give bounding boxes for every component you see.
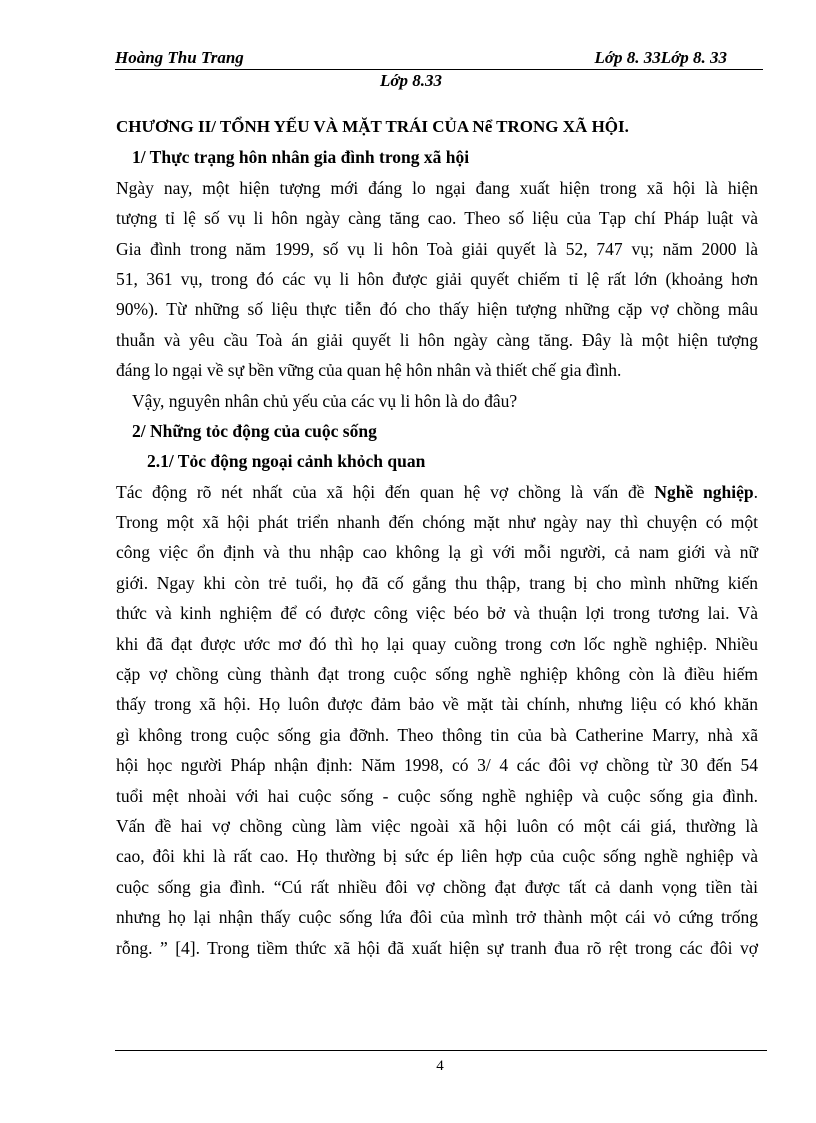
paragraph-line: Vấn đề hai vợ chồng cùng làm việc ngoài xã hội luôn có một cái giá, thường là bbox=[116, 815, 758, 836]
document-body bbox=[116, 112, 758, 963]
paragraph-line: tượng tỉ lệ số vụ li hôn ngày càng tăng cao. Theo số liệu của Tạp chí Pháp luật và bbox=[116, 208, 758, 229]
paragraph-2 bbox=[116, 477, 758, 963]
paragraph-text: Tác động rõ nét nhất của xã hội đến quan hệ vợ chồng là vấn đề bbox=[116, 481, 645, 502]
paragraph-line: thấy trong xã hội. Họ luôn được đảm bảo về mặt tài chính, nhưng liệu có khó khăn bbox=[116, 694, 758, 715]
paragraph-line: giới. Ngay khi còn trẻ tuổi, họ đã cố gắng thu thập, trang bị cho mình những kiến bbox=[116, 572, 758, 593]
header-divider bbox=[115, 69, 763, 70]
paragraph-line: cao, đôi khi là rất cao. Họ thường bị sức ép liên hợp của cuộc sống nghề nghiệp và bbox=[116, 846, 758, 867]
header-class-label: Lớp 8. 33Lớp 8. 33 bbox=[594, 48, 727, 67]
page-number: 4 bbox=[436, 1058, 444, 1074]
header-class-sub: Lớp 8.33 bbox=[380, 71, 443, 90]
paragraph-line: khi đã đạt được ước mơ đó thì họ lại quay cuồng trong cơn lốc nghề nghiệp. Nhiều bbox=[116, 633, 758, 654]
paragraph-line: 90%). Từ những số liệu thực tiễn đó cho thấy hiện tượng những cặp vợ chồng mâu bbox=[116, 299, 758, 320]
section-2-title: 2/ Những tỏc động của cuộc sống bbox=[132, 420, 377, 441]
paragraph-1 bbox=[116, 173, 758, 386]
section-1-title: 1/ Thực trạng hôn nhân gia đình trong xã hội bbox=[132, 147, 470, 168]
header-author: Hoàng Thu Trang bbox=[115, 48, 244, 67]
paragraph-line: Ngày nay, một hiện tượng mới đáng lo ngại đang xuất hiện trong xã hội là hiện bbox=[116, 177, 758, 198]
section-2-1-title: 2.1/ Tỏc động ngoại cảnh khỏch quan bbox=[147, 451, 426, 472]
question-line: Vậy, nguyên nhân chủ yếu của các vụ li hôn là do đâu? bbox=[132, 390, 518, 411]
emphasis-text: Nghề nghiệp bbox=[654, 481, 754, 502]
paragraph-line: tuổi mệt nhoài với hai cuộc sống - cuộc sống nghề nghiệp và cuộc sống gia đình. bbox=[116, 785, 758, 806]
paragraph-line: 51, 361 vụ, trong đó các vụ li hôn được giải quyết chiếm tỉ lệ rất lớn (khoảng hơn bbox=[116, 268, 758, 289]
footer-divider bbox=[115, 1050, 767, 1051]
paragraph-line bbox=[116, 477, 758, 507]
paragraph-line: công việc ổn định và thu nhập cao không lạ gì với mỗi người, cả nam giới và nữ bbox=[116, 542, 758, 563]
chapter-title: CHƯƠNG II/ TỔNH YẾU VÀ MẶT TRÁI CỦA Nể TRONG XÃ HỘI. bbox=[116, 117, 629, 136]
paragraph-text: . bbox=[753, 481, 759, 502]
paragraph-line: hội học người Pháp nhận định: Năm 1998, có 3/ 4 các đôi vợ chồng từ 30 đến 54 bbox=[116, 755, 758, 776]
paragraph-line: Trong một xã hội phát triển nhanh đến chóng mặt như ngày nay thì chuyện có một bbox=[116, 512, 758, 533]
paragraph-line: rỗng. ” [4]. Trong tiềm thức xã hội đã xuất hiện sự tranh đua rõ rệt trong các đôi vợ bbox=[116, 937, 758, 958]
paragraph-line: thuẫn và yêu cầu Toà án giải quyết li hôn ngày càng tăng. Đây là một hiện tượng bbox=[116, 329, 758, 350]
paragraph-line: cuộc sống gia đình. “Cú rất nhiều đôi vợ chồng đạt được tất cả danh vọng tiền tài bbox=[116, 876, 758, 897]
paragraph-line: gì không trong cuộc sống gia đỡnh. Theo thông tin của bà Catherine Marry, nhà xã bbox=[116, 724, 758, 745]
paragraph-line: cặp vợ chồng cùng thành đạt trong cuộc sống nghề nghiệp không còn là điều hiếm bbox=[116, 664, 758, 685]
paragraph-line: nhưng họ lại nhận thấy cuộc sống lứa đôi của mình trở thành một cái vỏ cứng trống bbox=[116, 907, 758, 928]
paragraph-line: đáng lo ngại về sự bền vững của quan hệ hôn nhân và thiết chế gia đình. bbox=[116, 360, 622, 381]
paragraph-line: Gia đình trong năm 1999, số vụ li hôn Toà giải quyết là 52, 747 vụ; năm 2000 là bbox=[116, 238, 758, 259]
paragraph-line: thức và kinh nghiệm để có được công việc béo bở và thuận lợi trong tương lai. Và bbox=[116, 603, 758, 624]
